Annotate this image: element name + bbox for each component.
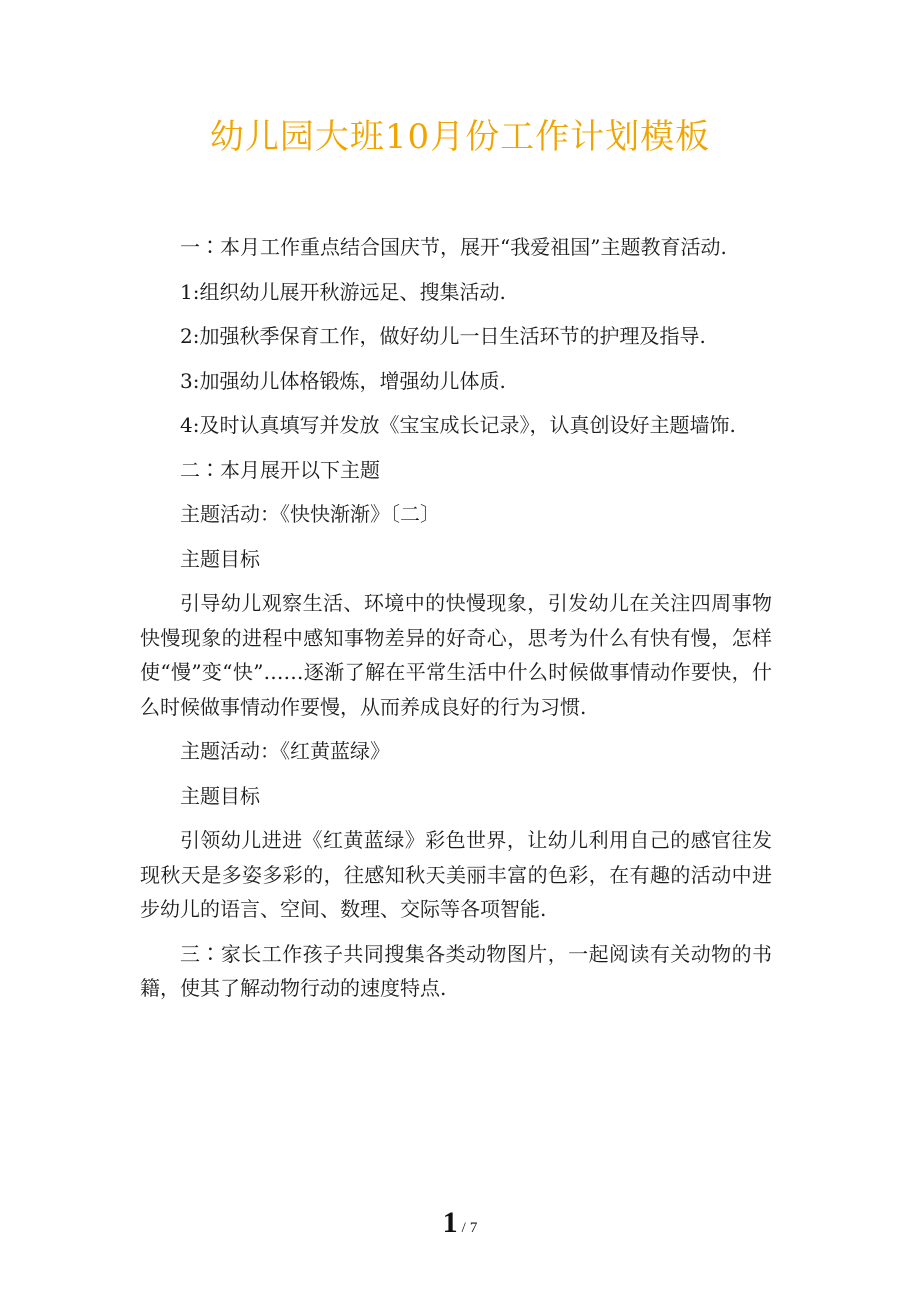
theme-activity-heading: 主题活动：《快快渐渐》〔二〕 [180,502,440,526]
section-1-heading: 一∶本月工作重点结合国庆节，展开“我爱祖国”主题教育活动. [180,235,727,259]
document-title: 幼儿园大班10月份工作计划模板 [209,117,711,157]
theme-goal-text: 引导幼儿观察生活、环境中的快慢现象，引发幼儿在关注四周事物快慢现象的进程中感知事物差异的好奇心，思考为什么有快有慢，怎样使“慢”变“快”……逐渐了解在平常生活中什么时候做事情动作要快，什么时候做事情动作要慢，从而养成良好的行为习惯. [140,591,772,719]
page-total: 7 [469,1220,478,1236]
theme-goal-heading: 主题目标 [180,783,260,808]
section-3-paragraph: 三∶家长工作孩子共同搜集各类动物图片，一起阅读有关动物的书籍，使其了解动物行动的速度特点. [140,941,772,1000]
list-item: 3:加强幼儿体格锻炼，增强幼儿体质. [180,368,506,393]
section-2-heading: 二∶本月展开以下主题 [180,457,380,482]
page-separator: / [461,1220,466,1236]
theme-goal-text: 引领幼儿进进《红黄蓝绿》彩色世界，让幼儿利用自己的感官往发现秋天是多姿多彩的，往感知秋天美丽丰富的色彩，在有趣的活动中进步幼儿的语言、空间、数理、交际等各项智能. [140,828,772,921]
document-body [140,230,772,1016]
list-item: 1:组织幼儿展开秋游远足、搜集活动. [180,279,506,304]
list-item: 4:及时认真填写并发放《宝宝成长记录》，认真创设好主题墙饰. [180,413,736,437]
theme-goal-heading: 主题目标 [180,546,260,571]
page-current: 1 [442,1206,458,1239]
theme-activity-heading: 主题活动：《红黄蓝绿》 [180,739,390,763]
list-item: 2:加强秋季保育工作，做好幼儿一日生活环节的护理及指导. [180,324,706,348]
page-number [0,1206,920,1240]
